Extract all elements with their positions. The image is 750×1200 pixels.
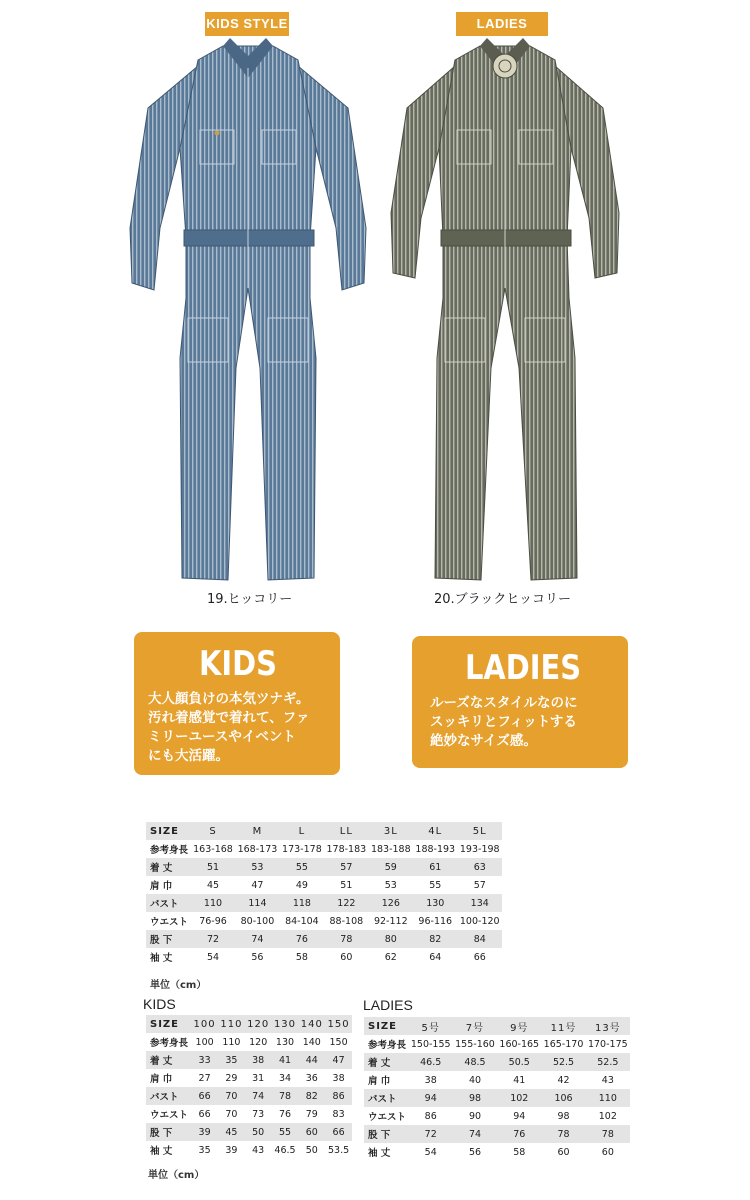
table-cell: 102 xyxy=(497,1089,541,1107)
table-cell: 80-100 xyxy=(235,912,279,930)
table-cell: 120 xyxy=(245,1015,272,1033)
kids-size-table xyxy=(146,1015,352,1159)
table-cell: 110 xyxy=(218,1015,245,1033)
table-cell: 188-193 xyxy=(413,840,457,858)
table-cell: 173-178 xyxy=(280,840,324,858)
table-cell: 76-96 xyxy=(191,912,235,930)
table-cell: 31 xyxy=(245,1069,272,1087)
table-cell: 55 xyxy=(272,1123,299,1141)
table-cell: 79 xyxy=(298,1105,325,1123)
table-cell: 56 xyxy=(453,1143,497,1161)
ladies-size-table xyxy=(364,1017,630,1161)
table-cell: 46.5 xyxy=(409,1053,453,1071)
table-cell: 47 xyxy=(325,1051,352,1069)
table-row xyxy=(364,1017,630,1035)
table-cell: 27 xyxy=(191,1069,218,1087)
table-cell: 60 xyxy=(298,1123,325,1141)
table-cell: 52.5 xyxy=(586,1053,630,1071)
table-cell: 58 xyxy=(280,948,324,966)
kids-unit-label: 単位（cm） xyxy=(148,1170,205,1181)
table-cell: 66 xyxy=(325,1123,352,1141)
table-cell: 102 xyxy=(586,1107,630,1125)
table-cell: 38 xyxy=(245,1051,272,1069)
table-cell: 83 xyxy=(325,1105,352,1123)
table-cell: 52.5 xyxy=(541,1053,585,1071)
table-row xyxy=(364,1053,630,1071)
table-cell: 45 xyxy=(218,1123,245,1141)
table-cell: 163-168 xyxy=(191,840,235,858)
table-cell: 100 xyxy=(191,1033,218,1051)
table-cell: 66 xyxy=(457,948,502,966)
table-cell: 7号 xyxy=(453,1017,497,1035)
table-row xyxy=(146,876,502,894)
table-cell: 53 xyxy=(369,876,413,894)
table-cell: 98 xyxy=(453,1089,497,1107)
table-cell: 54 xyxy=(409,1143,453,1161)
table-cell: 170-175 xyxy=(586,1035,630,1053)
table-cell: 参考身長 xyxy=(146,840,191,858)
table-cell: 168-173 xyxy=(235,840,279,858)
table-cell: 183-188 xyxy=(369,840,413,858)
table-row xyxy=(364,1035,630,1053)
table-cell: 165-170 xyxy=(541,1035,585,1053)
table-row xyxy=(146,858,502,876)
table-cell: 36 xyxy=(298,1069,325,1087)
table-cell: 肩 巾 xyxy=(364,1071,409,1089)
kids-promo-box xyxy=(134,632,340,775)
table-cell: 股 下 xyxy=(146,930,191,948)
table-cell: 94 xyxy=(497,1107,541,1125)
table-cell: 40 xyxy=(453,1071,497,1089)
table-cell: 130 xyxy=(413,894,457,912)
ladies-promo-title: LADIES xyxy=(464,648,582,688)
table-row xyxy=(146,1033,352,1051)
table-cell: L xyxy=(280,822,324,840)
table-row xyxy=(146,1141,352,1159)
table-cell: SIZE xyxy=(146,1015,191,1033)
table-cell: 42 xyxy=(541,1071,585,1089)
table-cell: 60 xyxy=(541,1143,585,1161)
table-cell: 35 xyxy=(191,1141,218,1159)
table-cell: ウエスト xyxy=(146,912,191,930)
table-row xyxy=(146,894,502,912)
table-cell: 88-108 xyxy=(324,912,368,930)
table-cell: 66 xyxy=(191,1105,218,1123)
table-cell: 13号 xyxy=(586,1017,630,1035)
table-cell: 84 xyxy=(457,930,502,948)
table-cell: 参考身長 xyxy=(146,1033,191,1051)
table-cell: バスト xyxy=(364,1089,409,1107)
table-cell: 70 xyxy=(218,1087,245,1105)
table-cell: 45 xyxy=(191,876,235,894)
table-cell: 150-155 xyxy=(409,1035,453,1053)
table-cell: 着 丈 xyxy=(146,1051,191,1069)
table-row xyxy=(364,1071,630,1089)
table-cell: 72 xyxy=(191,930,235,948)
table-cell: 33 xyxy=(191,1051,218,1069)
table-cell: M xyxy=(235,822,279,840)
table-cell: 47 xyxy=(235,876,279,894)
table-row xyxy=(364,1143,630,1161)
table-cell: 袖 丈 xyxy=(146,948,191,966)
table-row xyxy=(146,1015,352,1033)
table-cell: ウエスト xyxy=(364,1107,409,1125)
table-cell: 43 xyxy=(586,1071,630,1089)
table-row xyxy=(364,1089,630,1107)
table-cell: 38 xyxy=(325,1069,352,1087)
table-cell: 56 xyxy=(235,948,279,966)
table-row xyxy=(146,1123,352,1141)
table-cell: 53 xyxy=(235,858,279,876)
table-cell: 51 xyxy=(324,876,368,894)
table-cell: 100 xyxy=(191,1015,218,1033)
table-cell: 51 xyxy=(191,858,235,876)
table-cell: 54 xyxy=(191,948,235,966)
table-cell: 5L xyxy=(457,822,502,840)
table-cell: 41 xyxy=(272,1051,299,1069)
table-cell: 122 xyxy=(324,894,368,912)
table-cell: 80 xyxy=(369,930,413,948)
table-cell: 48.5 xyxy=(453,1053,497,1071)
table-cell: 63 xyxy=(457,858,502,876)
table-cell: 98 xyxy=(541,1107,585,1125)
table-row xyxy=(364,1107,630,1125)
table-cell: 57 xyxy=(457,876,502,894)
kids-style-tag: KIDS STYLE xyxy=(205,12,289,36)
table-cell: 74 xyxy=(245,1087,272,1105)
table-cell: 84-104 xyxy=(280,912,324,930)
table-cell: 150 xyxy=(325,1015,352,1033)
table-cell: 39 xyxy=(218,1141,245,1159)
table-cell: 肩 巾 xyxy=(146,876,191,894)
table-cell: 袖 丈 xyxy=(364,1143,409,1161)
table-cell: 50 xyxy=(245,1123,272,1141)
table-cell: 78 xyxy=(541,1125,585,1143)
table-cell: 126 xyxy=(369,894,413,912)
table-cell: S xyxy=(191,822,235,840)
table-cell: 着 丈 xyxy=(364,1053,409,1071)
ladies-style-tag: LADIES xyxy=(456,12,548,36)
table-row xyxy=(146,1051,352,1069)
table-cell: 86 xyxy=(409,1107,453,1125)
table-cell: 62 xyxy=(369,948,413,966)
table-cell: 92-112 xyxy=(369,912,413,930)
table-cell: バスト xyxy=(146,894,191,912)
table-cell: 38 xyxy=(409,1071,453,1089)
table-cell: 29 xyxy=(218,1069,245,1087)
kids-promo-text: 大人顔負けの本気ツナギ。 汚れ着感覚で着れて、ファ ミリーユースやイベント にも大活躍。 xyxy=(148,691,310,764)
table-cell: 74 xyxy=(235,930,279,948)
table-cell: 140 xyxy=(298,1033,325,1051)
table-cell: SIZE xyxy=(146,822,191,840)
table-cell: 43 xyxy=(245,1141,272,1159)
table-cell: ウエスト xyxy=(146,1105,191,1123)
table-cell: 106 xyxy=(541,1089,585,1107)
table-cell: 61 xyxy=(413,858,457,876)
table-cell: 57 xyxy=(324,858,368,876)
table-cell: 9号 xyxy=(497,1017,541,1035)
table-row xyxy=(146,1069,352,1087)
table-cell: 50.5 xyxy=(497,1053,541,1071)
table-cell: 73 xyxy=(245,1105,272,1123)
table-cell: 193-198 xyxy=(457,840,502,858)
table-cell: 110 xyxy=(218,1033,245,1051)
mens-unit-label: 単位（cm） xyxy=(150,980,207,991)
table-cell: 86 xyxy=(325,1087,352,1105)
kids-color-caption: 19.ヒッコリー xyxy=(207,592,293,607)
table-cell: 140 xyxy=(298,1015,325,1033)
table-cell: 82 xyxy=(298,1087,325,1105)
table-cell: LL xyxy=(324,822,368,840)
table-cell: 60 xyxy=(324,948,368,966)
ladies-coverall-image xyxy=(385,38,625,583)
table-cell: 90 xyxy=(453,1107,497,1125)
ladies-promo-text: ルーズなスタイルなのに スッキリとフィットする 絶妙なサイズ感。 xyxy=(430,695,578,749)
kids-table-title: KIDS xyxy=(143,996,176,1012)
table-cell: 44 xyxy=(298,1051,325,1069)
table-cell: 150 xyxy=(325,1033,352,1051)
table-cell: 110 xyxy=(586,1089,630,1107)
table-cell: 49 xyxy=(280,876,324,894)
table-cell: 160-165 xyxy=(497,1035,541,1053)
table-cell: 55 xyxy=(280,858,324,876)
table-cell: 59 xyxy=(369,858,413,876)
table-row xyxy=(146,912,502,930)
table-cell: 70 xyxy=(218,1105,245,1123)
table-cell: 11号 xyxy=(541,1017,585,1035)
ladies-table-title: LADIES xyxy=(363,997,413,1013)
table-cell: 参考身長 xyxy=(364,1035,409,1053)
table-cell: SIZE xyxy=(364,1017,409,1035)
table-cell: 76 xyxy=(497,1125,541,1143)
table-row xyxy=(146,1087,352,1105)
table-row xyxy=(146,948,502,966)
mens-size-table xyxy=(146,822,502,966)
table-cell: 118 xyxy=(280,894,324,912)
kids-coverall-image xyxy=(128,38,368,583)
table-cell: 60 xyxy=(586,1143,630,1161)
table-cell: 74 xyxy=(453,1125,497,1143)
table-cell: 134 xyxy=(457,894,502,912)
table-cell: 4L xyxy=(413,822,457,840)
table-row xyxy=(146,930,502,948)
table-cell: バスト xyxy=(146,1087,191,1105)
table-cell: 100-120 xyxy=(457,912,502,930)
table-row xyxy=(146,840,502,858)
table-cell: 3L xyxy=(369,822,413,840)
table-cell: 82 xyxy=(413,930,457,948)
table-cell: 76 xyxy=(272,1105,299,1123)
table-cell: 94 xyxy=(409,1089,453,1107)
table-cell: 120 xyxy=(245,1033,272,1051)
table-cell: 64 xyxy=(413,948,457,966)
table-cell: 78 xyxy=(272,1087,299,1105)
table-cell: 55 xyxy=(413,876,457,894)
table-cell: 110 xyxy=(191,894,235,912)
table-cell: 155-160 xyxy=(453,1035,497,1053)
table-row xyxy=(146,822,502,840)
table-cell: 41 xyxy=(497,1071,541,1089)
table-cell: 39 xyxy=(191,1123,218,1141)
table-cell: 114 xyxy=(235,894,279,912)
table-cell: 72 xyxy=(409,1125,453,1143)
table-cell: 130 xyxy=(272,1033,299,1051)
table-cell: 76 xyxy=(280,930,324,948)
table-cell: 66 xyxy=(191,1087,218,1105)
table-cell: 46.5 xyxy=(272,1141,299,1159)
table-cell: 着 丈 xyxy=(146,858,191,876)
table-cell: 35 xyxy=(218,1051,245,1069)
table-cell: 5号 xyxy=(409,1017,453,1035)
table-cell: 肩 巾 xyxy=(146,1069,191,1087)
table-cell: 袖 丈 xyxy=(146,1141,191,1159)
table-cell: 130 xyxy=(272,1015,299,1033)
kids-promo-title: KIDS xyxy=(199,644,277,684)
table-row xyxy=(364,1125,630,1143)
table-cell: 78 xyxy=(324,930,368,948)
ladies-color-caption: 20.ブラックヒッコリー xyxy=(434,592,572,607)
ladies-promo-box xyxy=(412,636,628,768)
table-cell: 58 xyxy=(497,1143,541,1161)
table-cell: 96-116 xyxy=(413,912,457,930)
table-cell: 34 xyxy=(272,1069,299,1087)
table-cell: 股 下 xyxy=(146,1123,191,1141)
table-cell: 股 下 xyxy=(364,1125,409,1143)
table-cell: 178-183 xyxy=(324,840,368,858)
table-cell: 78 xyxy=(586,1125,630,1143)
table-row xyxy=(146,1105,352,1123)
table-cell: 50 xyxy=(298,1141,325,1159)
table-cell: 53.5 xyxy=(325,1141,352,1159)
